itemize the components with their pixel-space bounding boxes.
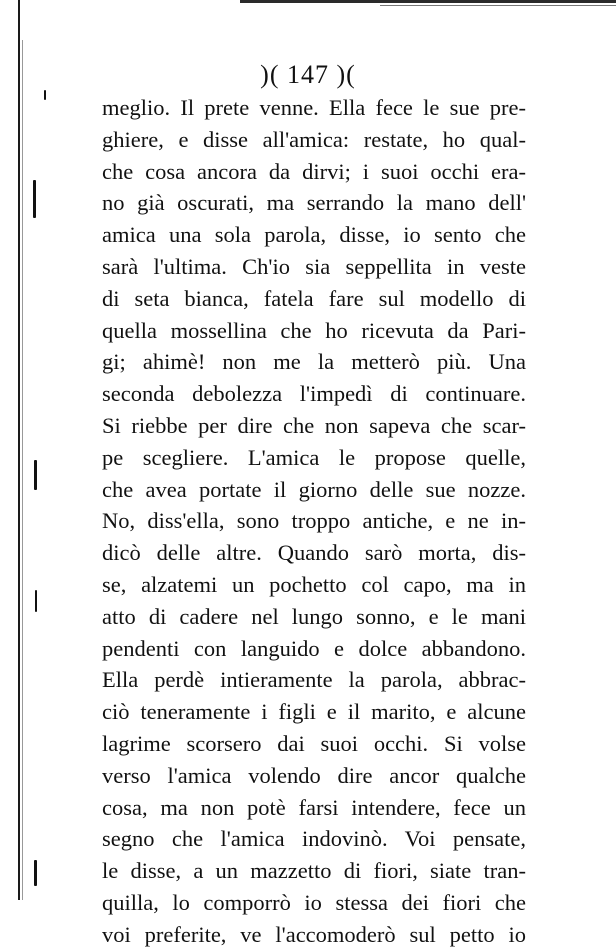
text-line: No, diss'ella, sono troppo antiche, e ne in- [102,508,526,534]
margin-blot [34,860,37,886]
text-line: Si riebbe per dire che non sapeva che scar- [102,412,526,438]
text-line: quilla, lo comporrò io stessa dei fiori che [102,889,526,915]
text-line: amica una sola parola, disse, io sento che [102,222,526,248]
text-line: verso l'amica volendo dire ancor qualche [102,762,526,788]
text-line: pe scegliere. L'amica le propose quelle, [102,444,526,470]
margin-blot [35,590,37,612]
margin-blot [34,460,37,490]
body-text [102,92,526,951]
text-line: quella mossellina che ho ricevuta da Pari- [102,317,526,343]
text-line: atto di cadere nel lungo sonno, e le mani [102,603,526,629]
text-line: seconda debolezza l'impedì di continuare. [102,381,526,407]
text-line: voi preferite, ve l'accomoderò sul petto io [102,921,526,947]
text-line: sarà l'ultima. Ch'io sia seppellita in veste [102,253,526,279]
text-line: se, alzatemi un pochetto col capo, ma in [102,571,526,597]
margin-blot [44,90,46,100]
text-line: Ella perdè intieramente la parola, abbrac- [102,667,526,693]
top-edge-rule [240,0,616,3]
text-line: pendenti con languido e dolce abbandono. [102,635,526,661]
text-line: ciò teneramente i figli e il marito, e alcune [102,699,526,725]
margin-blot [33,180,36,218]
text-line: segno che l'amica indovinò. Voi pensate, [102,826,526,852]
text-line: dicò delle altre. Quando sarò morta, dis- [102,540,526,566]
text-line: le disse, a un mazzetto di fiori, siate tran- [102,858,526,884]
text-line: di seta bianca, fatela fare sul modello di [102,285,526,311]
text-line: gi; ahimè! non me la metterò più. Una [102,349,526,375]
text-line: che avea portate il giorno delle sue nozze. [102,476,526,502]
page-number: )( 147 )( [260,60,356,89]
page-binding-shadow [22,40,23,900]
text-line: no già oscurati, ma serrando la mano dell' [102,190,526,216]
text-line: meglio. Il prete venne. Ella fece le sue pre- [102,95,526,120]
page-binding-edge [18,0,20,900]
text-line: ghiere, e disse all'amica: restate, ho qual- [102,126,526,152]
text-line: lagrime scorsero dai suoi occhi. Si volse [102,730,526,756]
top-edge-rule-secondary [380,5,616,6]
text-line: che cosa ancora da dirvi; i suoi occhi era- [102,158,526,184]
text-line: cosa, ma non potè farsi intendere, fece un [102,794,526,820]
